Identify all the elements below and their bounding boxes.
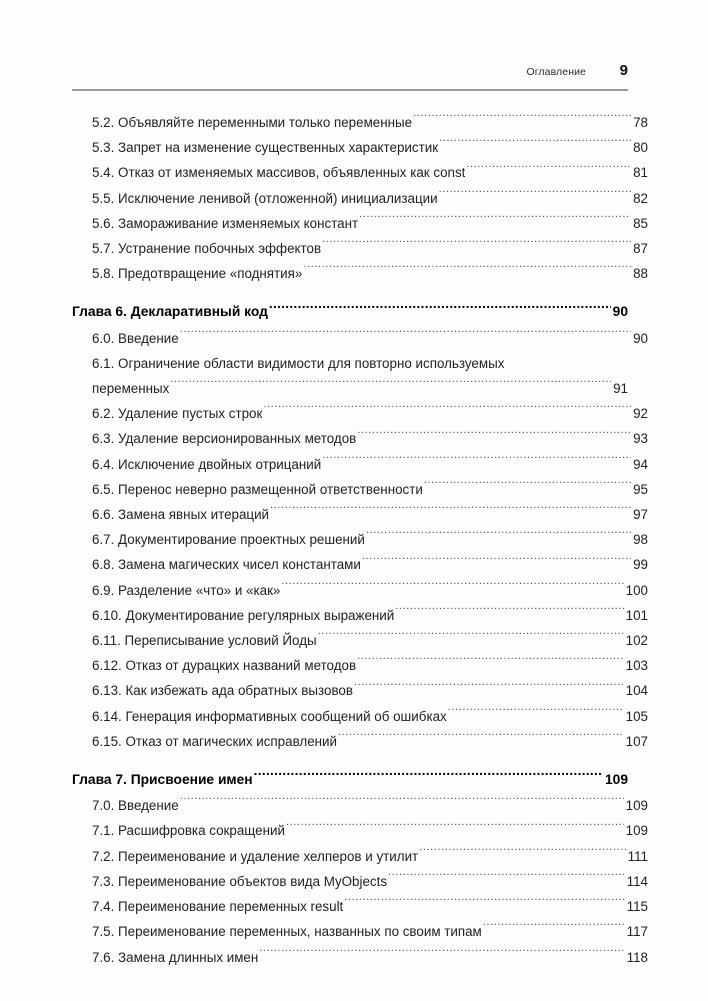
toc-entry-label: 6.9. Разделение «что» и «как» <box>92 582 281 598</box>
toc-dot-leader <box>419 847 625 860</box>
toc-section-entry[interactable] <box>72 211 648 236</box>
toc-section-entry[interactable] <box>72 401 648 426</box>
toc-dot-leader <box>357 430 631 443</box>
toc-section-entry[interactable] <box>72 452 648 477</box>
toc-chapter-entry[interactable] <box>72 767 628 792</box>
toc-entry-label: 7.4. Переименование переменных result <box>92 899 344 915</box>
toc-section-entry[interactable] <box>72 704 648 729</box>
toc-section-entry[interactable] <box>72 110 648 135</box>
toc-section-entry[interactable] <box>72 869 648 894</box>
toc-entry-label: 6.6. Замена явных итераций <box>92 507 270 523</box>
toc-dot-leader <box>254 770 603 784</box>
toc-dot-leader <box>259 948 624 961</box>
toc-dot-leader <box>170 380 611 393</box>
toc-entry-page-number: 90 <box>633 330 648 346</box>
toc-entry-page-number: 109 <box>625 798 648 814</box>
toc-entry-label: 5.6. Замораживание изменяемых констант <box>92 215 359 231</box>
toc-entry-page-number: 88 <box>633 266 648 282</box>
toc-dot-leader <box>366 531 631 544</box>
toc-entry-label: 6.14. Генерация информативных сообщений об ошибках <box>92 708 447 724</box>
toc-entry-page-number: 100 <box>625 582 648 598</box>
toc-entry-label: 6.5. Перенос неверно размещенной ответственности <box>92 481 423 497</box>
toc-entry-page-number: 97 <box>633 507 648 523</box>
toc-section-entry[interactable] <box>72 326 648 351</box>
toc-entry-page-number: 98 <box>633 532 648 548</box>
toc-dot-leader <box>286 822 624 835</box>
toc-dot-leader <box>180 797 624 810</box>
toc-entry-label: 7.1. Расшифровка сокращений <box>92 823 285 839</box>
toc-section-entry[interactable] <box>72 844 648 869</box>
toc-section-entry[interactable] <box>72 236 648 261</box>
toc-entry-page-number: 114 <box>626 873 648 889</box>
toc-dot-leader <box>483 923 625 936</box>
toc-section-entry[interactable] <box>72 628 648 653</box>
toc-dot-leader <box>413 114 631 127</box>
toc-entry-page-number: 115 <box>626 899 648 915</box>
toc-section-entry[interactable] <box>72 894 648 919</box>
toc-entry-label: переменных <box>92 381 170 397</box>
toc-entry-page-number: 99 <box>633 557 648 573</box>
toc-entry-page-number: 95 <box>633 481 648 497</box>
toc-section-entry[interactable] <box>72 135 648 160</box>
toc-entry-label: Глава 7. Присвоение имен <box>72 772 253 788</box>
toc-section-entry[interactable] <box>72 603 648 628</box>
toc-dot-leader <box>281 581 623 594</box>
toc-dot-leader <box>359 214 631 227</box>
toc-entry-page-number: 103 <box>625 658 648 674</box>
toc-entry-page-number: 111 <box>627 848 648 864</box>
toc-entry-label: 5.2. Объявляйте переменными только переменные <box>92 115 413 130</box>
toc-entry-label: 5.8. Предотвращение «поднятия» <box>92 266 303 282</box>
toc-dot-leader <box>357 657 624 670</box>
table-of-contents <box>72 110 648 970</box>
toc-section-entry[interactable] <box>72 426 648 451</box>
toc-entry-label: 7.5. Переименование переменных, названных по своим типам <box>92 924 482 940</box>
toc-entry-label: 6.4. Исключение двойных отрицаний <box>92 456 322 472</box>
toc-entry-label: 5.7. Устранение побочных эффектов <box>92 241 322 257</box>
toc-section-entry[interactable] <box>72 578 648 603</box>
toc-entry-label: 6.15. Отказ от магических исправлений <box>92 733 337 749</box>
toc-entry-label: 6.10. Документирование регулярных выражений <box>92 607 395 623</box>
toc-dot-leader <box>439 139 631 152</box>
toc-section-entry[interactable] <box>72 919 648 944</box>
toc-entry-label: 6.2. Удаление пустых строк <box>92 406 263 422</box>
toc-dot-leader <box>180 329 631 342</box>
toc-dot-leader <box>424 480 631 493</box>
toc-entry-label: 6.13. Как избежать ада обратных вызовов <box>92 683 353 699</box>
toc-entry-page-number: 78 <box>633 115 648 130</box>
toc-entry-page-number: 94 <box>633 456 648 472</box>
toc-entry-label: 7.6. Замена длинных имен <box>92 949 259 965</box>
toc-dot-leader <box>362 556 631 569</box>
toc-entry-page-number: 109 <box>625 823 648 839</box>
toc-entry-label: 6.7. Документирование проектных решений <box>92 532 365 548</box>
toc-section-entry[interactable] <box>72 552 648 577</box>
toc-dot-leader <box>448 707 624 720</box>
toc-entry-label: 5.3. Запрет на изменение существенных характеристик <box>92 140 439 156</box>
toc-dot-leader <box>338 732 624 745</box>
header-rule <box>72 89 628 91</box>
toc-entry-label-line1: 6.1. Ограничение области видимости для повторно используемых <box>92 355 505 371</box>
toc-entry-page-number: 109 <box>604 772 628 788</box>
toc-dot-leader <box>303 265 631 278</box>
toc-dot-leader <box>263 405 631 418</box>
toc-entry-label: 6.0. Введение <box>92 330 179 346</box>
toc-section-entry[interactable] <box>92 376 628 401</box>
toc-chapter-entry[interactable] <box>72 299 628 324</box>
toc-section-entry[interactable] <box>72 818 648 843</box>
toc-dot-leader <box>388 873 625 886</box>
toc-section-entry[interactable] <box>72 678 648 703</box>
page-folio-number: 9 <box>619 62 628 79</box>
toc-dot-leader <box>322 455 631 468</box>
toc-entry-page-number: 117 <box>626 924 648 940</box>
toc-section-entry[interactable] <box>72 186 648 211</box>
toc-dot-leader <box>354 682 624 695</box>
toc-entry-page-number: 81 <box>633 165 648 181</box>
toc-entry-label: 6.8. Замена магических чисел константами <box>92 557 361 573</box>
toc-dot-leader <box>439 189 631 202</box>
toc-section-entry[interactable] <box>72 793 648 818</box>
toc-entry-page-number: 87 <box>633 241 648 257</box>
toc-entry-page-number: 101 <box>625 607 648 623</box>
toc-dot-leader <box>466 164 631 177</box>
toc-entry-label: 5.5. Исключение ленивой (отложенной) инициализации <box>92 190 438 206</box>
toc-entry-label: 5.4. Отказ от изменяемых массивов, объявленных как const <box>92 165 466 181</box>
toc-entry-page-number: 91 <box>613 381 628 397</box>
toc-entry-label: Глава 6. Декларативный код <box>72 304 268 320</box>
toc-entry-page-number: 92 <box>633 406 648 422</box>
toc-section-entry[interactable] <box>72 729 648 754</box>
toc-entry-label: 7.3. Переименование объектов вида MyObjects <box>92 873 388 889</box>
toc-section-entry[interactable] <box>72 653 648 678</box>
toc-entry-label: 6.12. Отказ от дурацких названий методов <box>92 658 357 674</box>
toc-section-entry[interactable] <box>72 351 628 401</box>
running-header-title: Оглавление <box>526 66 586 78</box>
toc-section-entry[interactable] <box>72 477 648 502</box>
toc-section-entry[interactable] <box>72 502 648 527</box>
toc-entry-label: 6.3. Удаление версионированных методов <box>92 431 357 447</box>
toc-section-entry[interactable] <box>72 160 648 185</box>
toc-dot-leader <box>344 898 624 911</box>
toc-section-entry[interactable] <box>72 261 648 286</box>
toc-dot-leader <box>395 606 623 619</box>
toc-entry-page-number: 80 <box>633 140 648 156</box>
toc-entry-label: 7.0. Введение <box>92 798 179 814</box>
toc-entry-page-number: 82 <box>633 190 648 206</box>
toc-entry-page-number: 90 <box>612 304 628 320</box>
toc-entry-page-number: 93 <box>633 431 648 447</box>
toc-dot-leader <box>270 506 631 519</box>
toc-section-entry[interactable] <box>72 527 648 552</box>
toc-entry-label: 6.11. Переписывание условий Йоды <box>92 633 317 649</box>
toc-entry-page-number: 104 <box>625 683 648 699</box>
running-header <box>72 62 628 79</box>
toc-dot-leader <box>318 632 624 645</box>
toc-entry-page-number: 85 <box>633 215 648 231</box>
toc-section-entry[interactable] <box>72 945 648 970</box>
toc-entry-page-number: 102 <box>625 633 648 649</box>
toc-dot-leader <box>269 303 611 317</box>
toc-entry-page-number: 118 <box>626 949 648 965</box>
toc-dot-leader <box>322 240 631 253</box>
toc-entry-page-number: 107 <box>625 733 648 749</box>
toc-entry-page-number: 105 <box>625 708 648 724</box>
toc-entry-label: 7.2. Переименование и удаление хелперов и утилит <box>92 848 419 864</box>
